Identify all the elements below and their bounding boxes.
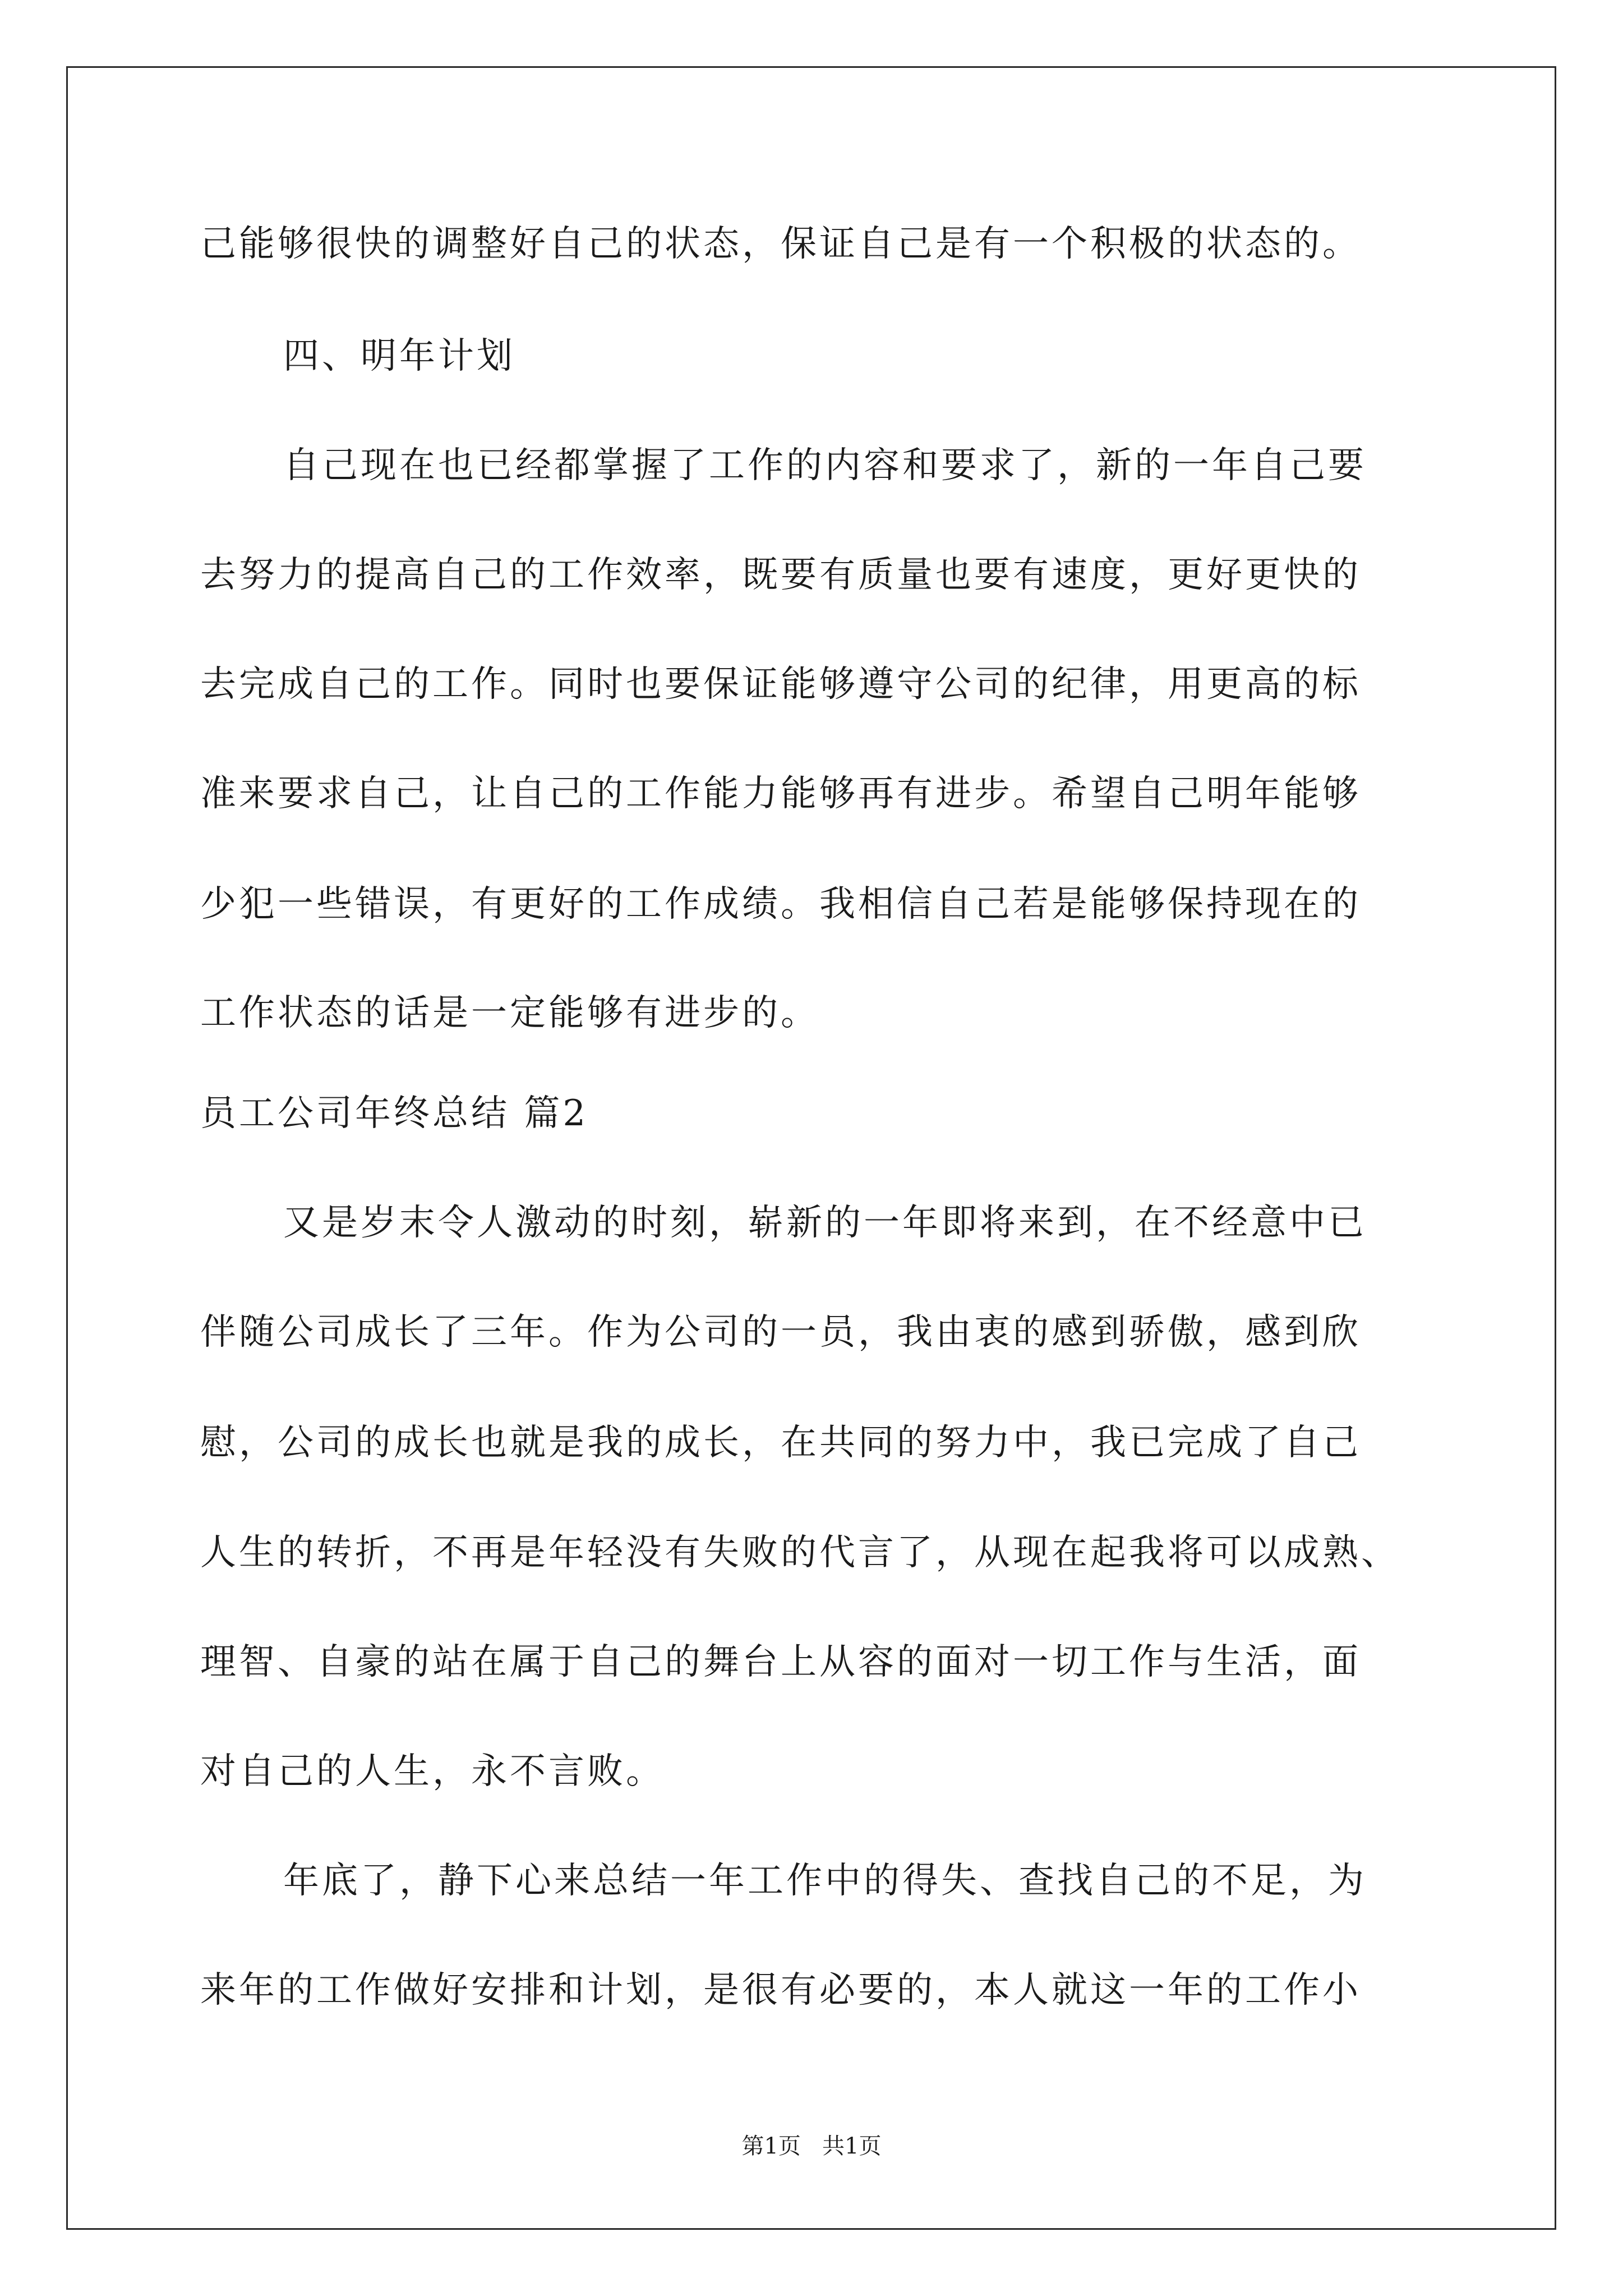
text-line: 少犯一些错误，有更好的工作成绩。我相信自己若是能够保持现在的 xyxy=(200,884,1361,925)
text-line: 工作状态的话是一定能够有进步的。 xyxy=(200,992,819,1034)
text-line: 准来要求自己，让自己的工作能力能够再有进步。希望自己明年能够 xyxy=(200,773,1361,815)
text-line: 年底了，静下心来总结一年工作中的得失、查找自己的不足，为 xyxy=(283,1860,1367,1902)
page-footer: 第1页 共1页 xyxy=(741,2133,882,2159)
article-heading: 员工公司年终总结 篇2 xyxy=(200,1093,589,1134)
text-line: 慰，公司的成长也就是我的成长，在共同的努力中，我已完成了自己 xyxy=(200,1422,1361,1464)
text-line: 人生的转折，不再是年轻没有失败的代言了，从现在起我将可以成熟、 xyxy=(200,1532,1400,1573)
text-line: 对自己的人生，永不言败。 xyxy=(200,1751,665,1792)
section-heading: 四、明年计划 xyxy=(283,335,515,377)
page-border xyxy=(66,66,1556,2230)
text-line: 又是岁末令人激动的时刻，崭新的一年即将来到，在不经意中已 xyxy=(283,1202,1367,1244)
text-line: 来年的工作做好安排和计划，是很有必要的，本人就这一年的工作小 xyxy=(200,1970,1361,2011)
text-line: 理智、自豪的站在属于自己的舞台上从容的面对一切工作与生活，面 xyxy=(200,1641,1361,1683)
text-line: 去完成自己的工作。同时也要保证能够遵守公司的纪律，用更高的标 xyxy=(200,664,1361,705)
text-line: 己能够很快的调整好自己的状态，保证自己是有一个积极的状态的。 xyxy=(200,223,1361,265)
text-line: 伴随公司成长了三年。作为公司的一员，我由衷的感到骄傲，感到欣 xyxy=(200,1312,1361,1353)
text-line: 去努力的提高自己的工作效率，既要有质量也要有速度，更好更快的 xyxy=(200,554,1361,596)
text-line: 自己现在也已经都掌握了工作的内容和要求了，新的一年自己要 xyxy=(283,445,1367,486)
